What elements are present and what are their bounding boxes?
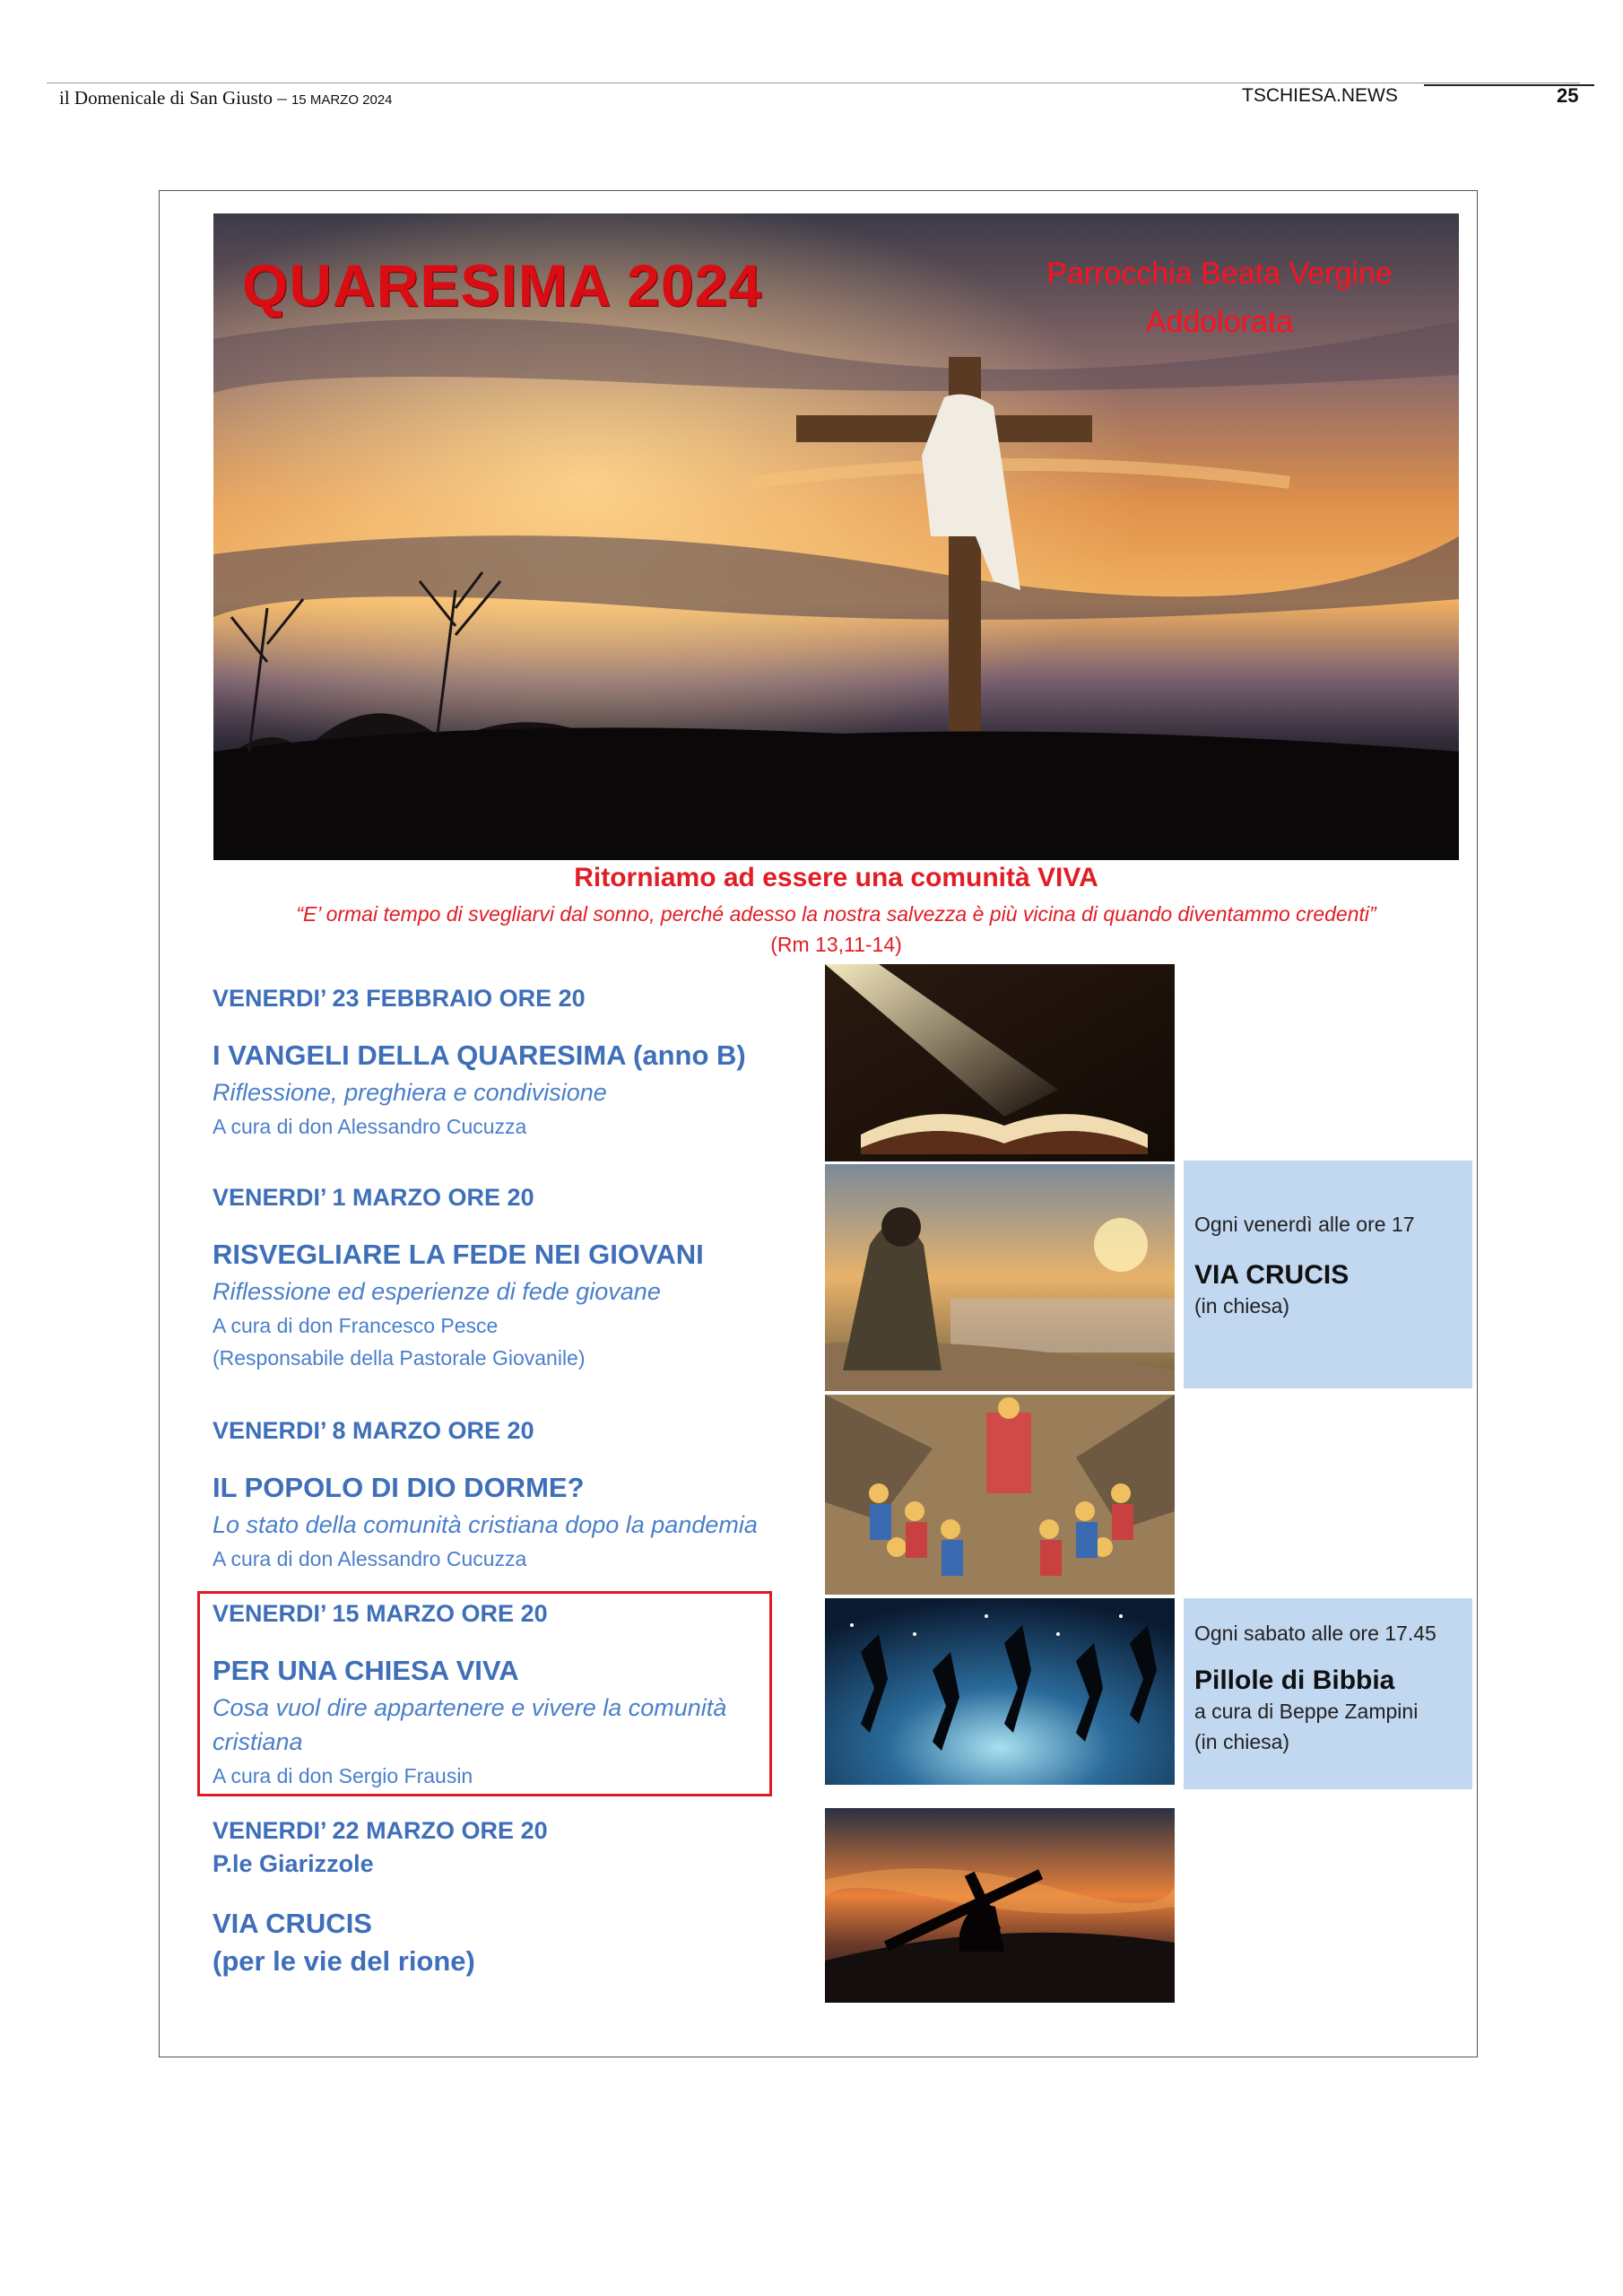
event-organizer: A cura di don Francesco Pesce — [213, 1314, 499, 1337]
event-date: VENERDI’ 8 MARZO ORE 20 — [213, 1417, 534, 1444]
event-description: Riflessione, preghiera e condivisione — [213, 1079, 607, 1106]
side-box-organizer: a cura di Beppe Zampini — [1194, 1700, 1419, 1723]
event-1 — [213, 985, 746, 1142]
event-organizer: A cura di don Alessandro Cucuzza — [213, 1547, 527, 1570]
event-title: I VANGELI DELLA QUARESIMA (anno B) — [213, 1039, 746, 1071]
poster-subtitle: Ritorniamo ad essere una comunità VIVA — [574, 863, 1098, 892]
side-box-schedule: Ogni venerdì alle ore 17 — [1194, 1213, 1415, 1236]
hero-cross-sunset-image — [213, 213, 1459, 860]
event-title — [213, 1905, 548, 1980]
side-box-title: VIA CRUCIS — [1194, 1260, 1350, 1290]
event-date: VENERDI’ 22 MARZO ORE 20 — [213, 1817, 548, 1844]
event-5 — [213, 1817, 548, 1980]
parish-name — [986, 249, 1453, 346]
newspaper-title — [59, 87, 393, 109]
youth-sunset-image — [825, 1164, 1175, 1391]
event-organizer: A cura di don Alessandro Cucuzza — [213, 1115, 527, 1138]
event-title: IL POPOLO DI DIO DORME? — [213, 1472, 585, 1503]
side-box-location: (in chiesa) — [1194, 1730, 1290, 1753]
event-date: VENERDI’ 23 FEBBRAIO ORE 20 — [213, 985, 586, 1012]
event-description: Riflessione ed esperienze di fede giovane — [213, 1278, 661, 1305]
newspaper-name: il Domenicale di San Giusto – — [59, 87, 287, 109]
side-box-schedule: Ogni sabato alle ore 17.45 — [1194, 1622, 1436, 1645]
event-3 — [213, 1417, 758, 1574]
side-box-via-crucis — [1184, 1161, 1472, 1388]
poster-title: QUARESIMA 2024 — [242, 252, 763, 318]
side-box-location: (in chiesa) — [1194, 1294, 1290, 1318]
event-description: Lo stato della comunità cristiana dopo la pandemia — [213, 1511, 758, 1538]
jumping-youth-image — [825, 1598, 1175, 1785]
event-date: VENERDI’ 1 MARZO ORE 20 — [213, 1184, 534, 1211]
event-date: VENERDI’ 15 MARZO ORE 20 — [213, 1600, 548, 1627]
scripture-quote: “E’ ormai tempo di svegliarvi dal sonno, perché adesso la nostra salvezza è più vicina di quando diventammo credenti” — [296, 902, 1376, 926]
sermon-fresco-image — [825, 1395, 1175, 1595]
issue-date: 15 MARZO 2024 — [291, 92, 393, 108]
event-title: RISVEGLIARE LA FEDE NEI GIOVANI — [213, 1239, 704, 1270]
side-box-title: Pillole di Bibbia — [1194, 1665, 1395, 1695]
site-name: TSCHIESA.NEWS — [1242, 85, 1398, 106]
scripture-reference: (Rm 13,11-14) — [770, 933, 902, 956]
event-organizer: A cura di don Sergio Frausin — [213, 1764, 473, 1787]
event-title: PER UNA CHIESA VIVA — [213, 1655, 519, 1686]
event-organizer-role: (Responsabile della Pastorale Giovanile) — [213, 1346, 586, 1370]
event-title-line1: VIA CRUCIS — [213, 1908, 372, 1939]
parish-name-line1: Parrocchia Beata Vergine — [1046, 257, 1393, 291]
page-number: 25 — [1557, 84, 1579, 107]
event-2 — [213, 1184, 704, 1373]
carrying-cross-image — [825, 1808, 1175, 2003]
event-4 — [213, 1600, 768, 1791]
event-description: Cosa vuol dire appartenere e vivere la comunità cristiana — [213, 1694, 727, 1755]
parish-name-line2: Addolorata — [1145, 305, 1294, 339]
event-title-line2: (per le vie del rione) — [213, 1945, 475, 1977]
event-place: P.le Giarizzole — [213, 1850, 374, 1877]
open-bible-image — [825, 964, 1175, 1161]
side-box-pillole-bibbia — [1184, 1598, 1472, 1789]
